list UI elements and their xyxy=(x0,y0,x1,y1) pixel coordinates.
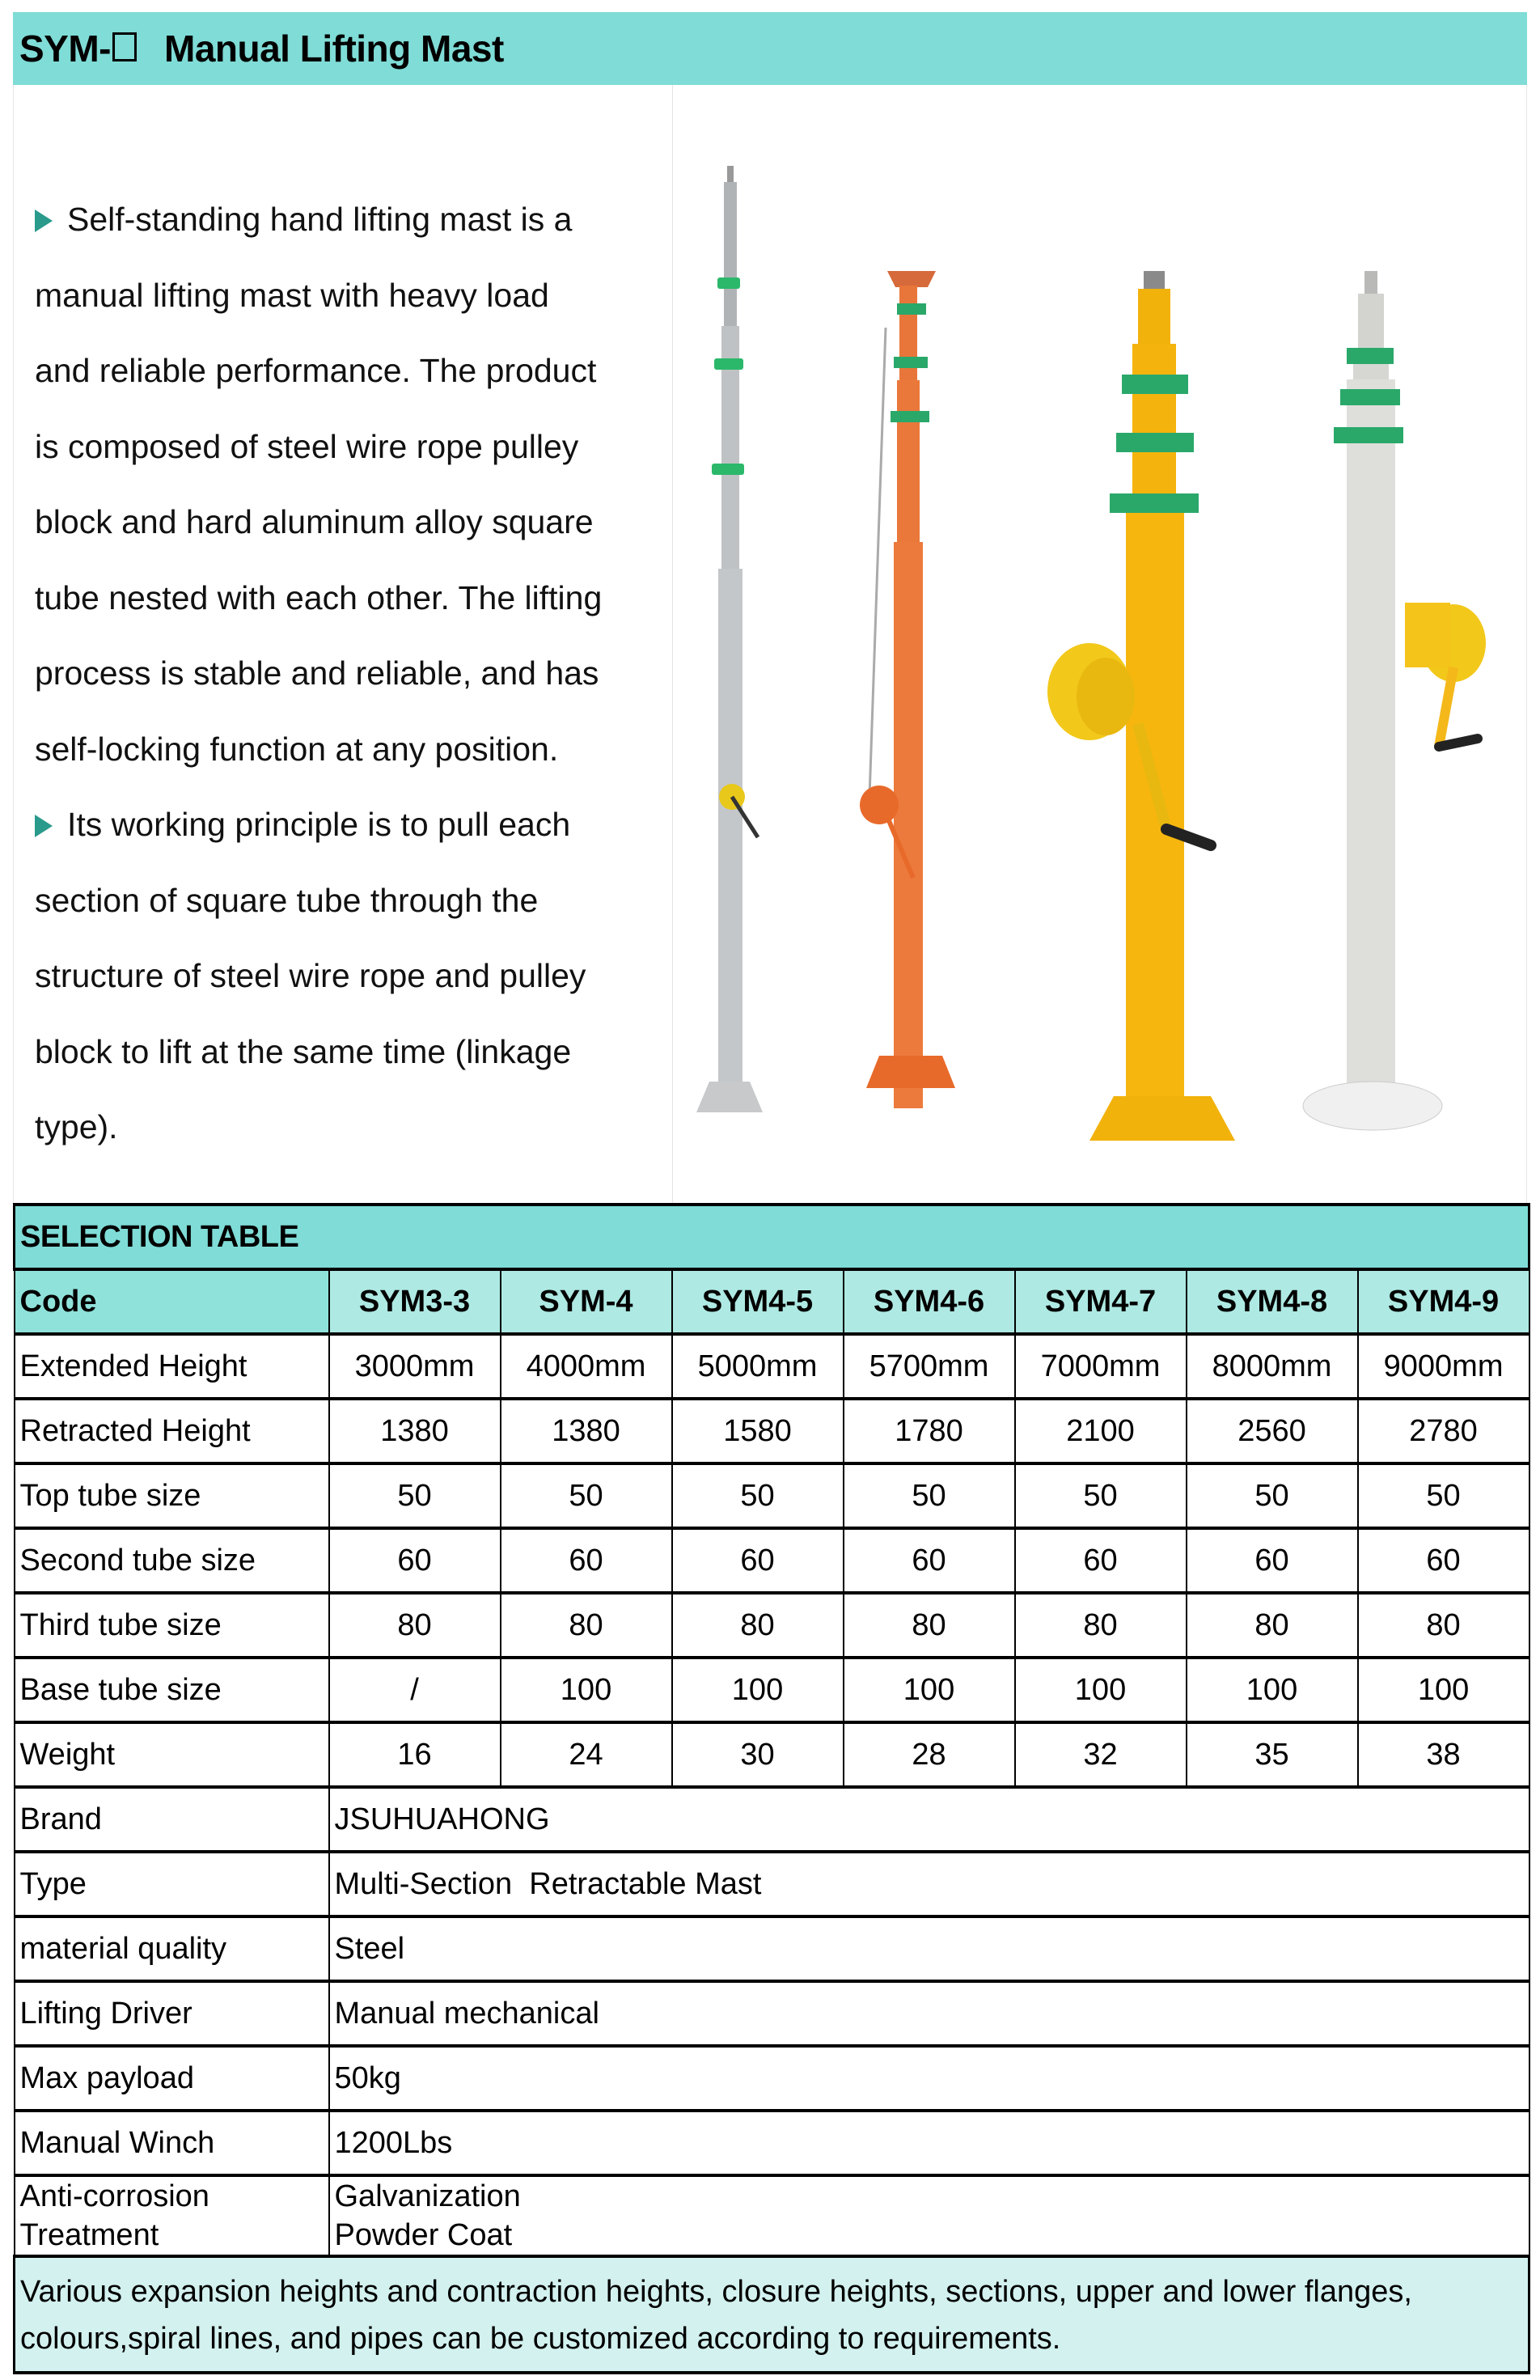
row-label: Top tube size xyxy=(15,1463,329,1528)
spec-label: Manual Winch xyxy=(15,2111,329,2175)
table-cell: 60 xyxy=(501,1528,672,1593)
column-divider xyxy=(672,85,673,1203)
header-code: SYM4-6 xyxy=(844,1269,1015,1334)
table-cell: 8000mm xyxy=(1187,1334,1358,1399)
table-cell: 24 xyxy=(501,1722,672,1787)
header-code: SYM3-3 xyxy=(329,1269,501,1334)
selection-table-title-row xyxy=(15,1205,1529,1269)
table-cell: 1380 xyxy=(329,1399,501,1463)
spec-row-manual-winch xyxy=(15,2111,1529,2175)
table-cell: 50 xyxy=(672,1463,844,1528)
product-photos xyxy=(685,85,1528,1203)
spec-value: 50kg xyxy=(329,2046,1529,2111)
description-paragraph-2: Its working principle is to pull each section of square tube through the structure of steel wire rope and pulley block to lift at the same time (linkage type). xyxy=(35,806,586,1146)
table-cell: 4000mm xyxy=(501,1334,672,1399)
row-label: Extended Height xyxy=(15,1334,329,1399)
table-cell: 80 xyxy=(1187,1593,1358,1658)
table-cell: 9000mm xyxy=(1358,1334,1529,1399)
table-row-top-tube-size xyxy=(15,1463,1529,1528)
table-cell: 100 xyxy=(1015,1658,1187,1722)
header-code: SYM4-5 xyxy=(672,1269,844,1334)
table-cell: 5700mm xyxy=(844,1334,1015,1399)
spec-label: Lifting Driver xyxy=(15,1981,329,2046)
table-row-second-tube-size xyxy=(15,1528,1529,1593)
table-cell: 50 xyxy=(1187,1463,1358,1528)
spec-label: Anti-corrosion Treatment xyxy=(15,2175,329,2256)
table-cell: 35 xyxy=(1187,1722,1358,1787)
table-cell: 60 xyxy=(329,1528,501,1593)
row-label: Retracted Height xyxy=(15,1399,329,1463)
table-cell: 80 xyxy=(1358,1593,1529,1658)
header-code-label: Code xyxy=(15,1269,329,1334)
triangle-right-icon xyxy=(35,815,53,837)
header-code: SYM4-8 xyxy=(1187,1269,1358,1334)
spec-row-anti-corrosion-treatment xyxy=(15,2175,1529,2256)
spec-row-material-quality xyxy=(15,1916,1529,1981)
description-paragraph-1: Self-standing hand lifting mast is a manual lifting mast with heavy load and reliable performance. The product is composed of steel wire rope pulley block and hard aluminum alloy square tube nested with each other. The lifting process is stable and reliable, and has self-locking function at any position. xyxy=(35,201,603,768)
spec-label: material quality xyxy=(15,1916,329,1981)
header-code: SYM-4 xyxy=(501,1269,672,1334)
title-prefix: SYM- xyxy=(19,28,111,70)
grey-mast-image xyxy=(1303,271,1486,1130)
spec-value: Galvanization Powder Coat xyxy=(329,2175,1529,2256)
yellow-mast-image xyxy=(1047,271,1235,1141)
spec-row-type xyxy=(15,1852,1529,1916)
table-cell: 60 xyxy=(1187,1528,1358,1593)
product-description xyxy=(35,182,674,1166)
table-cell: 1780 xyxy=(844,1399,1015,1463)
orange-mast-image xyxy=(860,271,955,1108)
page-title xyxy=(19,27,504,70)
customization-note: Various expansion heights and contraction heights, closure heights, sections, upper and lower flanges, colours,spiral lines, and pipes can be customized according to requirements. xyxy=(15,2256,1529,2373)
table-cell: 80 xyxy=(672,1593,844,1658)
table-cell: 80 xyxy=(501,1593,672,1658)
table-cell: 100 xyxy=(844,1658,1015,1722)
spec-value: 1200Lbs xyxy=(329,2111,1529,2175)
selection-table-title: SELECTION TABLE xyxy=(15,1205,1529,1269)
table-cell: 30 xyxy=(672,1722,844,1787)
table-row-weight xyxy=(15,1722,1529,1787)
spec-value: Multi-Section Retractable Mast xyxy=(329,1852,1529,1916)
placeholder-box-icon xyxy=(112,32,137,61)
table-cell: 80 xyxy=(329,1593,501,1658)
table-cell: 100 xyxy=(672,1658,844,1722)
spec-value: Steel xyxy=(329,1916,1529,1981)
row-label: Weight xyxy=(15,1722,329,1787)
customization-note-row xyxy=(15,2256,1529,2373)
intro-section xyxy=(13,85,1527,1203)
header-code: SYM4-9 xyxy=(1358,1269,1529,1334)
spec-value: JSUHUAHONG xyxy=(329,1787,1529,1852)
table-cell: 50 xyxy=(1358,1463,1529,1528)
table-cell: 50 xyxy=(329,1463,501,1528)
table-header-row xyxy=(15,1269,1529,1334)
table-cell: 50 xyxy=(844,1463,1015,1528)
table-cell: 50 xyxy=(501,1463,672,1528)
table-cell: 2780 xyxy=(1358,1399,1529,1463)
mast-photos-illustration xyxy=(685,85,1528,1203)
spec-row-lifting-driver xyxy=(15,1981,1529,2046)
title-band xyxy=(13,12,1527,85)
table-cell: 100 xyxy=(1358,1658,1529,1722)
spec-row-max-payload xyxy=(15,2046,1529,2111)
table-cell: 2560 xyxy=(1187,1399,1358,1463)
header-code: SYM4-7 xyxy=(1015,1269,1187,1334)
table-cell: 1380 xyxy=(501,1399,672,1463)
table-cell: 2100 xyxy=(1015,1399,1187,1463)
table-row-third-tube-size xyxy=(15,1593,1529,1658)
table-cell: 60 xyxy=(1015,1528,1187,1593)
galvanized-mast-image xyxy=(696,166,763,1112)
table-cell: 5000mm xyxy=(672,1334,844,1399)
row-label: Second tube size xyxy=(15,1528,329,1593)
table-cell: 100 xyxy=(1187,1658,1358,1722)
spec-value: Manual mechanical xyxy=(329,1981,1529,2046)
selection-table xyxy=(13,1203,1530,2374)
table-cell: 50 xyxy=(1015,1463,1187,1528)
spec-label: Max payload xyxy=(15,2046,329,2111)
table-row-base-tube-size xyxy=(15,1658,1529,1722)
table-cell: / xyxy=(329,1658,501,1722)
table-cell: 80 xyxy=(1015,1593,1187,1658)
table-cell: 60 xyxy=(672,1528,844,1593)
table-cell: 60 xyxy=(844,1528,1015,1593)
title-main: Manual Lifting Mast xyxy=(164,28,504,70)
table-cell: 3000mm xyxy=(329,1334,501,1399)
table-cell: 80 xyxy=(844,1593,1015,1658)
table-cell: 100 xyxy=(501,1658,672,1722)
spec-row-brand xyxy=(15,1787,1529,1852)
triangle-right-icon xyxy=(35,210,53,232)
table-row-extended-height xyxy=(15,1334,1529,1399)
table-row-retracted-height xyxy=(15,1399,1529,1463)
row-label: Base tube size xyxy=(15,1658,329,1722)
spec-label: Type xyxy=(15,1852,329,1916)
table-cell: 16 xyxy=(329,1722,501,1787)
table-cell: 38 xyxy=(1358,1722,1529,1787)
table-cell: 60 xyxy=(1358,1528,1529,1593)
spec-label: Brand xyxy=(15,1787,329,1852)
table-cell: 28 xyxy=(844,1722,1015,1787)
table-cell: 1580 xyxy=(672,1399,844,1463)
table-cell: 7000mm xyxy=(1015,1334,1187,1399)
row-label: Third tube size xyxy=(15,1593,329,1658)
table-cell: 32 xyxy=(1015,1722,1187,1787)
